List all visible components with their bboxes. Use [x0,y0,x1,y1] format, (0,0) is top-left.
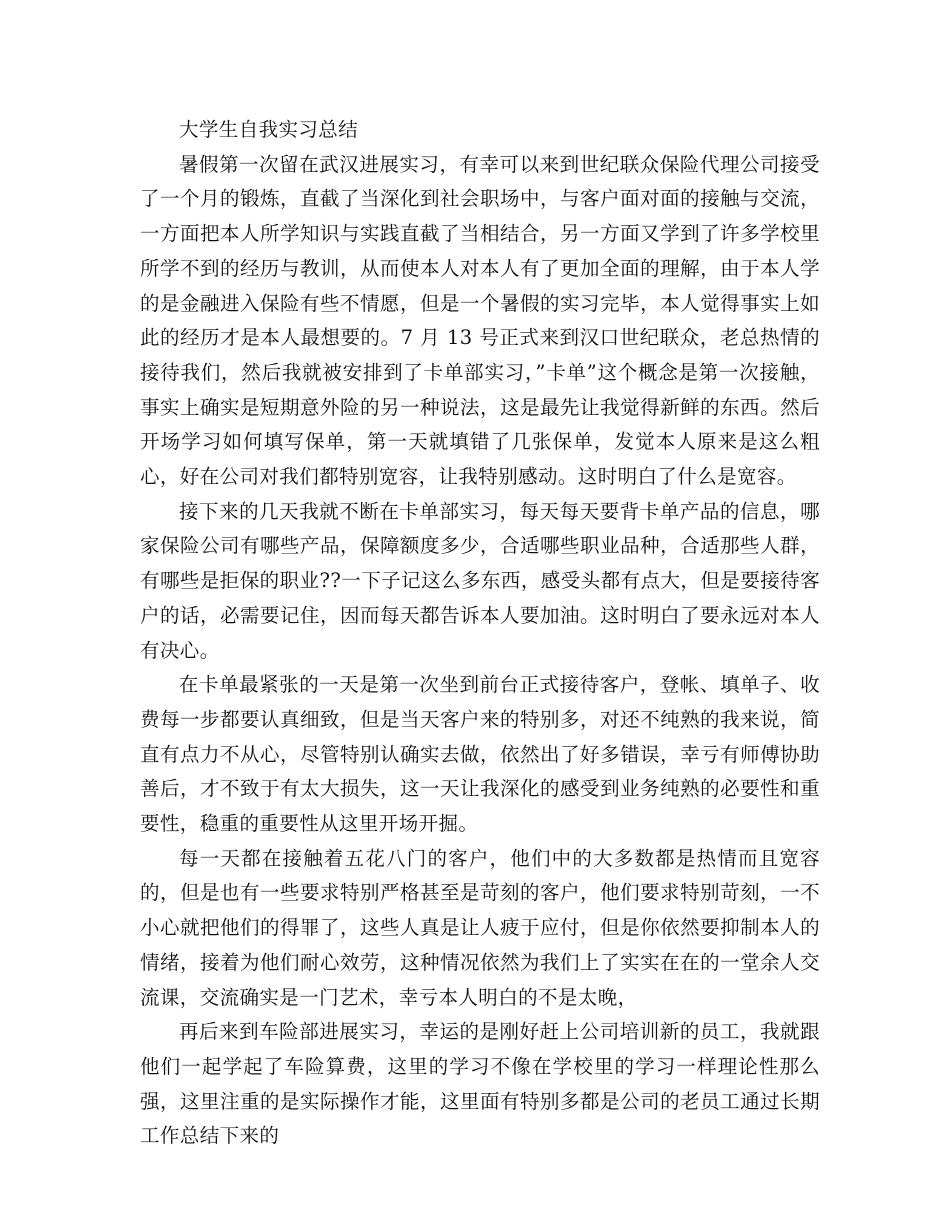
paragraph: 接下来的几天我就不断在卡单部实习，每天每天要背卡单产品的信息，哪家保险公司有哪些产品，保障额度多少，合适哪些职业品种，合适那些人群，有哪些是拒保的职业??一下子记这么多东西，感受头都有点大，但是要接待客户的话，必需要记住，因而每天都告诉本人要加油。这时明白了要永远对本人有决心。 [140,499,820,662]
paragraph: 暑假第一次留在武汉进展实习，有幸可以来到世纪联众保险代理公司接受了一个月的锻炼，直截了当深化到社会职场中，与客户面对面的接触与交流，一方面把本人所学知识与实践直截了当相结合，另一方面又学到了许多学校里所学不到的经历与教训，从而使本人对本人有了更加全面的理解，由于本人学的是金融进入保险有些不情愿，但是一个暑假的实习完毕，本人觉得事实上如此的经历才是本人最想要的。7 月 13 号正式来到汉口世纪联众，老总热情的接待我们，然后我就被安排到了卡单部实习，”卡单”这个概念是第一次接触，事实上确实是短期意外险的另一种说法，这是最先让我觉得新鲜的东西。然后开场学习如何填写保单，第一天就填错了几张保单，发觉本人原来是这么粗心，好在公司对我们都特别宽容，让我特别感动。这时明白了什么是宽容。 [140,152,820,489]
document-body [140,113,820,1154]
paragraph: 再后来到车险部进展实习，幸运的是刚好赶上公司培训新的员工，我就跟他们一起学起了车险算费，这里的学习不像在学校里的学习一样理论性那么强，这里注重的是实际操作才能，这里面有特别多都是公司的老员工通过长期工作总结下来的 [140,1020,820,1148]
document-title: 大学生自我实习总结 [179,118,359,141]
paragraph: 每一天都在接触着五花八门的客户，他们中的大多数都是热情而且宽容的，但是也有一些要求特别严格甚至是苛刻的客户，他们要求特别苛刻，一不小心就把他们的得罪了，这些人真是让人疲于应付，但是你依然要抑制本人的情绪，接着为他们耐心效劳，这种情况依然为我们上了实实在在的一堂余人交流课，交流确实是一门艺术，幸亏本人明白的不是太晚， [140,846,820,1009]
paragraph: 在卡单最紧张的一天是第一次坐到前台正式接待客户，登帐、填单子、收费每一步都要认真细致，但是当天客户来的特别多，对还不纯熟的我来说，简直有点力不从心，尽管特别认确实去做，依然出了好多错误，幸亏有师傅协助善后，才不致于有太大损失，这一天让我深化的感受到业务纯熟的必要性和重要性，稳重的重要性从这里开场开掘。 [140,673,820,836]
